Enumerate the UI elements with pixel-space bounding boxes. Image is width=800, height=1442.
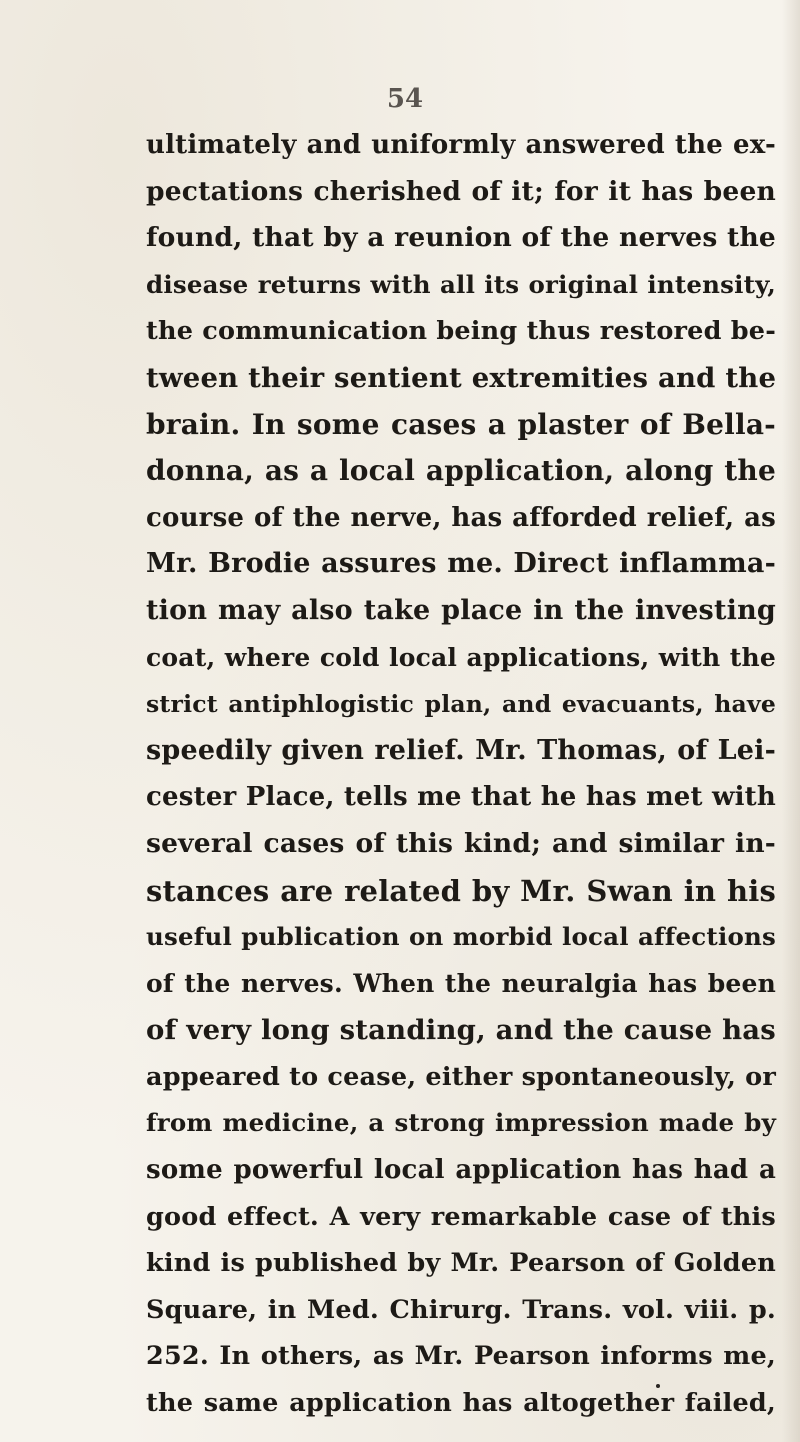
text-line: useful publication on morbid local affections xyxy=(146,922,776,952)
text-line: tion may also take place in the investing xyxy=(146,594,776,626)
text-line: disease returns with all its original intensity, xyxy=(146,269,776,299)
text-line: speedily given relief. Mr. Thomas, of Lei- xyxy=(146,734,776,766)
text-line: ultimately and uniformly answered the ex- xyxy=(146,130,776,160)
text-line: the communication being thus restored be- xyxy=(146,316,776,347)
text-line: good effect. A very remarkable case of this xyxy=(146,1201,776,1232)
text-line: appeared to cease, either spontaneously, or xyxy=(146,1061,776,1092)
text-line: kind is published by Mr. Pearson of Golden xyxy=(146,1248,776,1279)
text-line: cester Place, tells me that he has met with xyxy=(146,782,776,813)
text-line: Square, in Med. Chirurg. Trans. vol. viii. p. xyxy=(146,1294,776,1325)
text-line: from medicine, a strong impression made by xyxy=(146,1108,776,1138)
page-edge-shadow xyxy=(782,0,800,1442)
text-line: some powerful local application has had a xyxy=(146,1155,776,1186)
text-line: course of the nerve, has afforded relief, as xyxy=(146,502,776,533)
text-line: of the nerves. When the neuralgia has been xyxy=(146,968,776,998)
text-line: tween their sentient extremities and the xyxy=(146,361,777,394)
text-line: pectations cherished of it; for it has been xyxy=(146,175,776,207)
text-line: stances are related by Mr. Swan in his xyxy=(146,873,776,908)
text-line: Mr. Brodie assures me. Direct inflamma- xyxy=(146,548,776,580)
text-line: donna, as a local application, along the xyxy=(146,454,776,488)
text-line: coat, where cold local applications, with the xyxy=(146,642,776,672)
text-line: several cases of this kind; and similar in- xyxy=(146,827,776,859)
text-line: strict antiphlogistic plan, and evacuants, have xyxy=(146,690,776,719)
text-line: brain. In some cases a plaster of Bella- xyxy=(146,407,776,441)
text-line: 252. In others, as Mr. Pearson informs me, xyxy=(146,1341,776,1372)
text-line: of very long standing, and the cause has xyxy=(146,1014,776,1047)
text-line: the same application has altogether failed, xyxy=(146,1388,776,1419)
body-text xyxy=(146,122,776,1427)
ink-speck xyxy=(656,1384,660,1388)
page-number: 54 xyxy=(386,84,424,114)
text-line: found, that by a reunion of the nerves the xyxy=(146,222,776,254)
